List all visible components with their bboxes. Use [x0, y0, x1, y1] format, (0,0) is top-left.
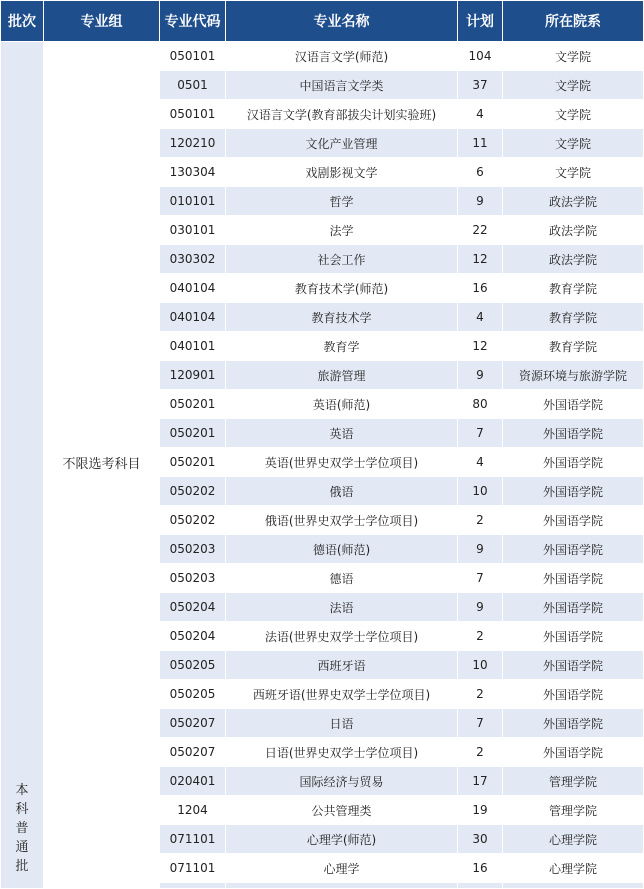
plan-count-cell: 4	[458, 448, 503, 477]
plan-count-cell: 4	[458, 100, 503, 129]
department-cell: 教育学院	[503, 303, 644, 332]
plan-count-cell: 9	[458, 187, 503, 216]
department-cell: 教育学院	[503, 332, 644, 361]
major-name-cell: 哲学	[226, 187, 458, 216]
department-cell: 外国语学院	[503, 709, 644, 738]
major-code-cell: 1204	[160, 796, 226, 825]
department-cell: 资源环境与旅游学院	[503, 361, 644, 390]
department-cell: 外国语学院	[503, 622, 644, 651]
major-name-cell: 中国语言文学类	[226, 71, 458, 100]
department-cell: 文学院	[503, 158, 644, 187]
plan-count-cell: 7	[458, 709, 503, 738]
major-name-cell: 心理学	[226, 854, 458, 883]
plan-count-cell: 2	[458, 506, 503, 535]
department-cell: 外国语学院	[503, 738, 644, 767]
department-cell: 外国语学院	[503, 651, 644, 680]
major-code-cell: 0501	[160, 71, 226, 100]
plan-count-cell: 104	[458, 42, 503, 71]
partial-cell	[44, 883, 160, 889]
major-code-cell: 050204	[160, 622, 226, 651]
major-code-cell: 050201	[160, 419, 226, 448]
header-major-name: 专业名称	[226, 1, 458, 42]
department-cell: 教育学院	[503, 274, 644, 303]
department-cell: 管理学院	[503, 767, 644, 796]
department-cell: 外国语学院	[503, 593, 644, 622]
plan-count-cell: 12	[458, 332, 503, 361]
plan-count-cell: 4	[458, 303, 503, 332]
major-code-cell: 050201	[160, 390, 226, 419]
partial-cell	[160, 883, 226, 889]
department-cell: 外国语学院	[503, 506, 644, 535]
major-code-cell: 050202	[160, 477, 226, 506]
major-name-cell: 法学	[226, 216, 458, 245]
plan-count-cell: 16	[458, 854, 503, 883]
plan-count-cell: 2	[458, 680, 503, 709]
plan-count-cell: 11	[458, 129, 503, 158]
department-cell: 外国语学院	[503, 680, 644, 709]
major-code-cell: 030302	[160, 245, 226, 274]
major-code-cell: 040101	[160, 332, 226, 361]
department-cell: 政法学院	[503, 245, 644, 274]
department-cell: 外国语学院	[503, 390, 644, 419]
major-name-cell: 教育学	[226, 332, 458, 361]
major-code-cell: 040104	[160, 274, 226, 303]
major-code-cell: 020401	[160, 767, 226, 796]
major-name-cell: 汉语言文学(师范)	[226, 42, 458, 71]
plan-count-cell: 30	[458, 825, 503, 854]
header-major-code: 专业代码	[160, 1, 226, 42]
major-code-cell: 050101	[160, 42, 226, 71]
partial-cell	[503, 883, 644, 889]
plan-count-cell: 10	[458, 651, 503, 680]
plan-count-cell: 2	[458, 738, 503, 767]
major-code-cell: 050205	[160, 651, 226, 680]
major-name-cell: 公共管理类	[226, 796, 458, 825]
major-name-cell: 德语	[226, 564, 458, 593]
plan-count-cell: 12	[458, 245, 503, 274]
department-cell: 文学院	[503, 129, 644, 158]
major-name-cell: 德语(师范)	[226, 535, 458, 564]
major-code-cell: 050205	[160, 680, 226, 709]
major-name-cell: 心理学(师范)	[226, 825, 458, 854]
plan-count-cell: 9	[458, 361, 503, 390]
major-name-cell: 英语	[226, 419, 458, 448]
plan-count-cell: 7	[458, 419, 503, 448]
plan-count-cell: 17	[458, 767, 503, 796]
department-cell: 心理学院	[503, 854, 644, 883]
department-cell: 政法学院	[503, 216, 644, 245]
department-cell: 外国语学院	[503, 419, 644, 448]
plan-count-cell: 80	[458, 390, 503, 419]
major-name-cell: 国际经济与贸易	[226, 767, 458, 796]
department-cell: 文学院	[503, 42, 644, 71]
header-department: 所在院系	[503, 1, 644, 42]
major-name-cell: 教育技术学	[226, 303, 458, 332]
plan-count-cell: 9	[458, 535, 503, 564]
batch-cell: 本 科 普 通 批	[1, 42, 44, 889]
table-row-partial	[1, 883, 644, 889]
department-cell: 心理学院	[503, 825, 644, 854]
major-name-cell: 法语	[226, 593, 458, 622]
department-cell: 文学院	[503, 71, 644, 100]
major-code-cell: 120210	[160, 129, 226, 158]
major-code-cell: 050203	[160, 535, 226, 564]
plan-count-cell: 7	[458, 564, 503, 593]
table-body	[1, 42, 644, 889]
major-name-cell: 西班牙语(世界史双学士学位项目)	[226, 680, 458, 709]
header-major-group: 专业组	[44, 1, 160, 42]
department-cell: 文学院	[503, 100, 644, 129]
major-name-cell: 俄语	[226, 477, 458, 506]
plan-count-cell: 16	[458, 274, 503, 303]
major-name-cell: 文化产业管理	[226, 129, 458, 158]
major-name-cell: 西班牙语	[226, 651, 458, 680]
header-batch: 批次	[1, 1, 44, 42]
table-row	[1, 42, 644, 71]
major-code-cell: 050204	[160, 593, 226, 622]
department-cell: 外国语学院	[503, 477, 644, 506]
department-cell: 外国语学院	[503, 564, 644, 593]
department-cell: 外国语学院	[503, 448, 644, 477]
department-cell: 管理学院	[503, 796, 644, 825]
major-name-cell: 日语	[226, 709, 458, 738]
major-name-cell: 旅游管理	[226, 361, 458, 390]
plan-count-cell: 2	[458, 622, 503, 651]
plan-count-cell: 37	[458, 71, 503, 100]
plan-count-cell: 22	[458, 216, 503, 245]
major-group-cell: 不限选考科目	[44, 42, 160, 883]
major-code-cell: 071101	[160, 854, 226, 883]
major-name-cell: 英语(师范)	[226, 390, 458, 419]
partial-cell	[458, 883, 503, 889]
major-code-cell: 050101	[160, 100, 226, 129]
major-code-cell: 050201	[160, 448, 226, 477]
major-name-cell: 英语(世界史双学士学位项目)	[226, 448, 458, 477]
major-code-cell: 030101	[160, 216, 226, 245]
major-code-cell: 010101	[160, 187, 226, 216]
plan-count-cell: 9	[458, 593, 503, 622]
plan-count-cell: 19	[458, 796, 503, 825]
partial-cell	[226, 883, 458, 889]
table-header-row	[1, 1, 644, 42]
major-name-cell: 社会工作	[226, 245, 458, 274]
major-code-cell: 130304	[160, 158, 226, 187]
major-name-cell: 汉语言文学(教育部拔尖计划实验班)	[226, 100, 458, 129]
major-name-cell: 法语(世界史双学士学位项目)	[226, 622, 458, 651]
plan-count-cell: 6	[458, 158, 503, 187]
major-code-cell: 050207	[160, 709, 226, 738]
major-code-cell: 050207	[160, 738, 226, 767]
plan-count-cell: 10	[458, 477, 503, 506]
major-name-cell: 俄语(世界史双学士学位项目)	[226, 506, 458, 535]
major-name-cell: 教育技术学(师范)	[226, 274, 458, 303]
major-code-cell: 050202	[160, 506, 226, 535]
major-name-cell: 戏剧影视文学	[226, 158, 458, 187]
major-code-cell: 050203	[160, 564, 226, 593]
major-name-cell: 日语(世界史双学士学位项目)	[226, 738, 458, 767]
department-cell: 政法学院	[503, 187, 644, 216]
major-code-cell: 040104	[160, 303, 226, 332]
department-cell: 外国语学院	[503, 535, 644, 564]
header-plan: 计划	[458, 1, 503, 42]
major-code-cell: 120901	[160, 361, 226, 390]
major-code-cell: 071101	[160, 825, 226, 854]
